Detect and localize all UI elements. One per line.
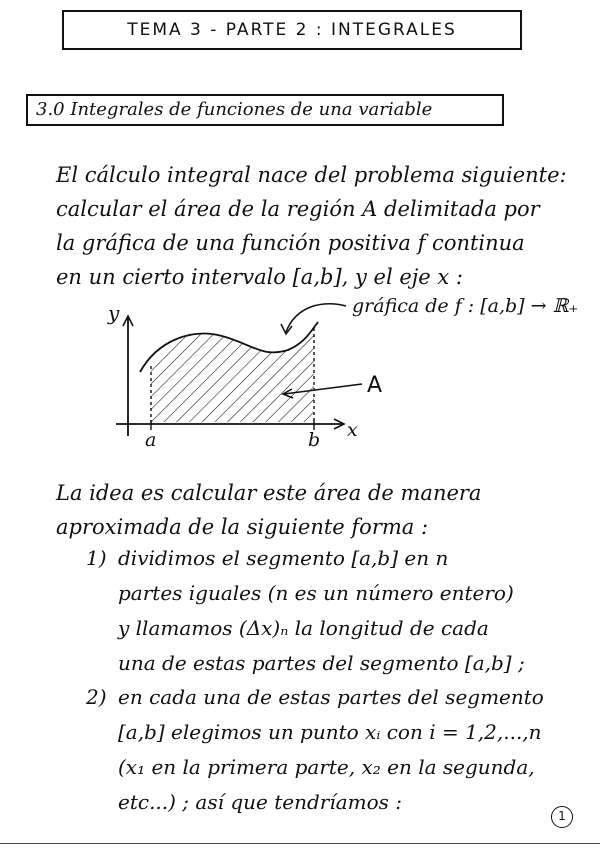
idea-paragraph <box>56 476 481 544</box>
intro-line: la gráfica de una función positiva f continua <box>56 231 525 255</box>
page-edge-divider <box>0 843 600 844</box>
idea-line: La idea es calcular este área de manera <box>56 481 482 505</box>
point-a-label: a <box>145 429 157 451</box>
page-number: 1 <box>551 806 573 828</box>
section-title: 3.0 Integrales de funciones de una variable <box>26 94 504 126</box>
step-line: en cada una de estas partes del segmento <box>118 685 544 709</box>
point-b-label: b <box>308 429 321 451</box>
step-line: dividimos el segmento [a,b] en n <box>118 546 449 570</box>
step-line: y llamamos (Δx)ₙ la longitud de cada <box>118 616 489 640</box>
region-a-shading <box>151 328 314 422</box>
step-line: etc...) ; así que tendríamos : <box>118 790 403 814</box>
step-line: partes iguales (n es un número entero) <box>118 581 514 605</box>
step-line: [a,b] elegimos un punto xᵢ con i = 1,2,...,n <box>118 720 542 744</box>
step-number: 1) <box>86 546 107 570</box>
graph-pointer-arrow <box>286 304 346 332</box>
step-item <box>86 541 525 681</box>
page-title: TEMA 3 - PARTE 2 : INTEGRALES <box>62 10 522 50</box>
intro-line: calcular el área de la región A delimitada por <box>56 197 540 221</box>
intro-line: en un cierto intervalo [a,b], y el eje x : <box>56 265 463 289</box>
step-line: (x₁ en la primera parte, x₂ en la segunda, <box>118 755 535 779</box>
graph-label: gráfica de f : [a,b] → ℝ₊ <box>352 295 579 317</box>
step-line: una de estas partes del segmento [a,b] ; <box>118 651 525 675</box>
idea-line: aproximada de la siguiente forma : <box>56 515 429 539</box>
region-a-label: A <box>367 373 383 398</box>
y-axis-label: y <box>108 301 120 325</box>
x-axis-label: x <box>347 419 358 441</box>
step-item <box>86 680 544 820</box>
intro-line: El cálculo integral nace del problema siguiente: <box>56 163 567 187</box>
step-number: 2) <box>86 685 107 709</box>
